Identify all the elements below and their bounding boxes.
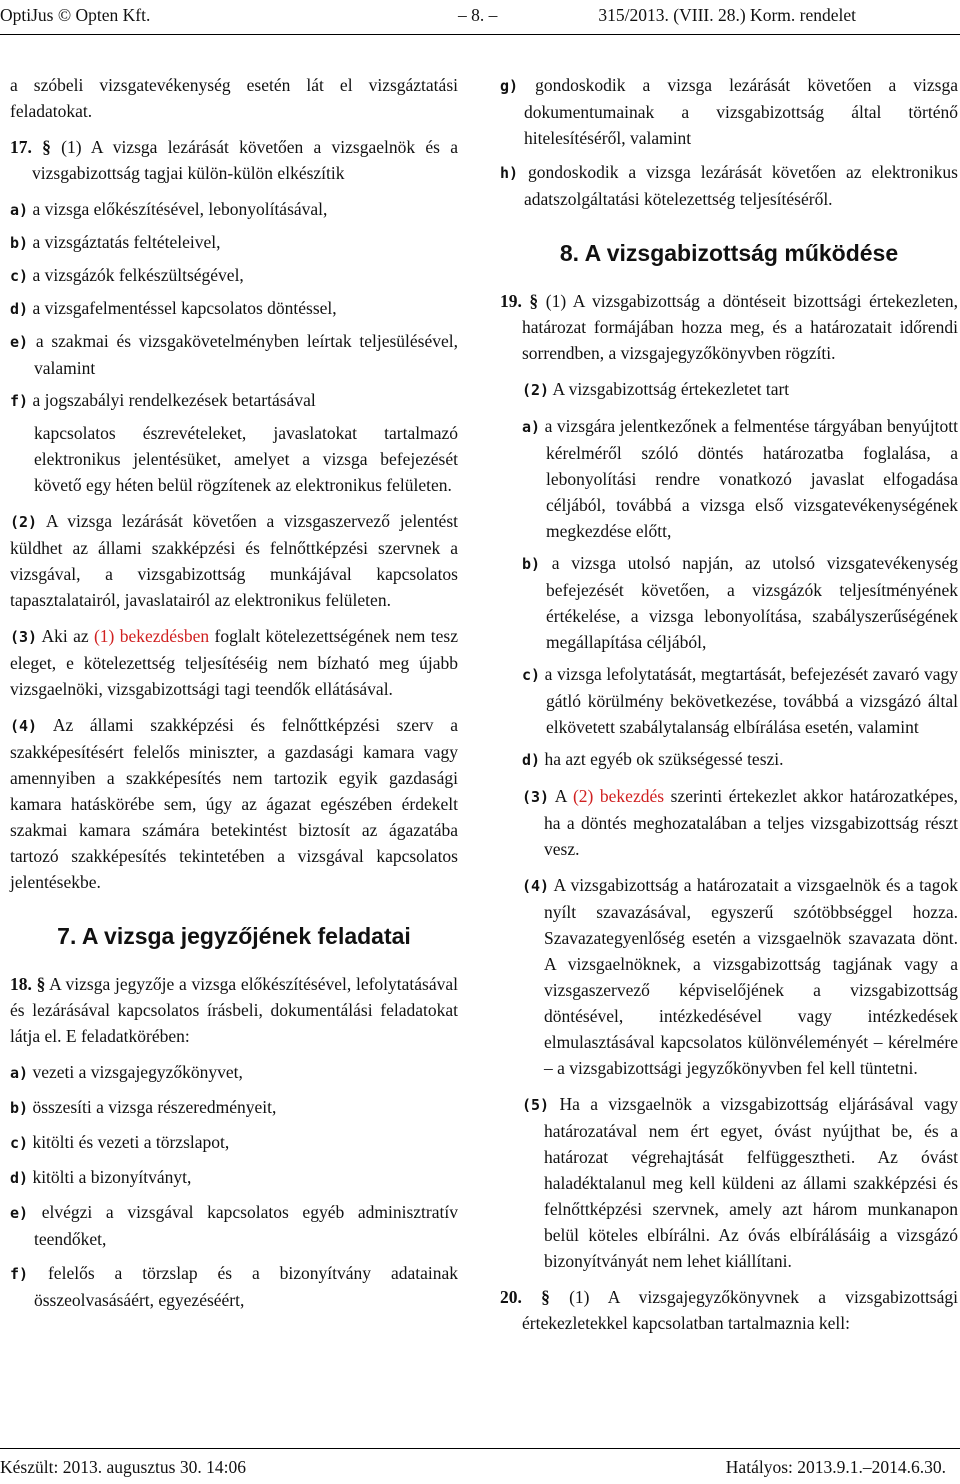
list-item: h) gondoskodik a vizsga lezárását követően az elektronikus adatszolgáltatási kötelezettség teljesítéséről. (500, 162, 958, 209)
document-title: 315/2013. (VIII. 28.) Korm. rendelet (598, 5, 856, 25)
list-item: d) ha azt egyéb ok szükségessé teszi. (522, 749, 784, 769)
section-17-para-2: (2) A vizsga lezárását követően a vizsgaszervező jelentést küldhet az állami szakképzési és felnőttképzési szervnek a vizsgával, a vizsgabizottság munkájával kapcsolatos tapasztalatairól, javaslatairól az elektronikus felületen. (10, 511, 458, 610)
page-footer (0, 1448, 960, 1484)
section-19-list (500, 413, 958, 773)
section-17-number: 17. § (10, 137, 51, 157)
list-item: c) a vizsgázók felkészültségével, (10, 265, 244, 285)
section-19-para-5: (5) Ha a vizsgaelnök a vizsgabizottság eljárásával vagy határozatával nem ért egyet, óvást nyújthat be, és a határozat végrehajtását felfüggesztheti. Az óvást haladéktalanul meg kell küldeni az állami szakképzési és felnőttképzési szervnek, amely azt három munkanapon belül köteles elbírálni. Az óvás elbírálásáig a vizsgázó bizonyítványát nem lehet kiállítani. (522, 1094, 959, 1271)
section-19-para-2: (2) A vizsgabizottság értekezletet tart (522, 379, 790, 399)
section-17-para-4: (4) Az állami szakképzési és felnőttképzési szerv a szakképesítésért felelős miniszter, a gazdasági kamara vagy amennyiben a szakképesítés nem tartozik egyik gazdasági kamara hatáskörébe sem, úgy az ágazat egészében érdekelt szakmai kamara számára betekintést biztosít az ágazatába tartozó szakképesítés tekintetében a vizsgával kapcsolatos jelentésekbe. (10, 715, 458, 892)
list-item: g) gondoskodik a vizsga lezárását követően a vizsga dokumentumainak a vizsgabizottság által történő hitelesítéséről, valamint (500, 75, 958, 148)
continued-paragraph: a szóbeli vizsgatevékenység esetén lát el vizsgáztatási feladatokat. (10, 75, 458, 121)
created-date: Készült: 2013. augusztus 30. 14:06 (0, 1457, 246, 1477)
publisher: OptiJus © Opten Kft. (0, 5, 151, 25)
section-17-para-3: (3) Aki az (1) bekezdésben foglalt kötelezettségének nem tesz eleget, e kötelezettség teljesítéséig nem bízható meg újabb vizsgaelnöki, vizsgabizottsági tagi teendők ellátásával. (10, 626, 458, 699)
list-item: c) kitölti és vezeti a törzslapot, (10, 1132, 230, 1152)
section-19-para-3: (3) A (2) bekezdés szerinti értekezlet akkor határozatképes, ha a döntés meghozatalában a teljes vizsgabizottság részt vesz. (522, 786, 959, 859)
list-item: a) a vizsga előkészítésével, lebonyolításával, (10, 199, 328, 219)
page-number: – 8. – (458, 5, 498, 25)
list-item: d) a vizsgafelmentéssel kapcsolatos döntéssel, (10, 298, 337, 318)
list-item: b) a vizsga utolsó napján, az utolsó vizsgatevékenység befejezését követően, a vizsgázók teljesítményének értékelése, a vizsga lebonyolítása, szabályszerűségének megállapítása céljából, (522, 553, 958, 652)
header-rule (0, 34, 960, 35)
section-19-para-4: (4) A vizsgabizottság a határozatait a vizsgaelnök és a tagok nyílt szavazásával, egyszerű szótöbbséggel hozza. Szavazategyenlőség esetén a vizsgaelnök szavazata dönt. A vizsgaelnöknek, a vizsgabizottság tagjának vagy a vizsgaszervező képviselőjének a vizsgabizottság döntésével, intézkedésével vagy intézkedések elmulasztásával kapcsolatos különvéleményét – kérelmére – a vizsgabizottsági jegyzőkönyvben fel kell tüntetni. (522, 875, 958, 1078)
list-item: e) elvégzi a vizsgával kapcsolatos egyéb adminisztratív teendőket, (10, 1202, 458, 1249)
list-item: a) a vizsgára jelentkezőnek a felmentése tárgyában benyújtott kérelméről szóló döntés határozatba foglalása, a lebonyolítási rendre vonatkozó javaslat elfogadása céljából, továbbá a vizsga első vizsgatevékenységének megkezdése előtt, (522, 416, 958, 541)
section-17-list (10, 196, 458, 414)
section-20-para-1: 20. § (1) A vizsgajegyzőkönyvnek a vizsgabizottsági értekezletekkel kapcsolatban tartalmaznia kell: (500, 1287, 959, 1333)
list-item: f) felelős a törzslap és a bizonyítvány adatainak összeolvasásáért, egyezéséért, (10, 1263, 459, 1310)
right-column (500, 72, 958, 1346)
list-item: e) a szakmai és vizsgakövetelményben leírtak teljesülésével, valamint (10, 331, 459, 378)
page-header (0, 0, 960, 26)
list-item: b) a vizsgáztatás feltételeivel, (10, 232, 221, 252)
reference-link[interactable]: (2) bekezdés (572, 786, 665, 806)
list-item: a) vezeti a vizsgajegyzőkönyvet, (10, 1062, 243, 1082)
effective-period: Hatályos: 2013.9.1.–2014.6.30. (725, 1457, 946, 1477)
list-item: c) a vizsga lefolytatását, megtartását, befejezését zavaró vagy gátló körülmény bekövetkezése, továbbá a vizsgázó által elkövetett szabálytalanság elbírálása esetén, valamint (522, 664, 959, 737)
chapter-8-heading: 8. A vizsgabizottság működése (559, 240, 899, 266)
section-17-tail: kapcsolatos észrevételeket, javaslatokat tartalmazó elektronikus jelentésüket, amelyet a vizsga befejezését követő egy héten belül rögzítenek az elektronikus felületen. (34, 423, 458, 495)
chapter-7-heading: 7. A vizsga jegyzőjének feladatai (57, 923, 411, 949)
list-item: b) összesíti a vizsga részeredményeit, (10, 1097, 277, 1117)
list-item: d) kitölti a bizonyítványt, (10, 1167, 192, 1187)
footer-rule (0, 1448, 960, 1449)
left-column (10, 72, 458, 1319)
section-19-para-1: 19. § (1) A vizsgabizottság a döntéseit bizottsági értekezleten, határozat formájában hozza meg, és a határozatait időrendi sorrendben, a vizsgajegyzőkönyvben rögzíti. (500, 291, 958, 363)
section-18-intro: 18. § A vizsga jegyzője a vizsga előkészítésével, lefolytatásával és lezárásával kapcsolatos írásbeli, dokumentálási feladatokat látja el. E feladatkörében: (10, 974, 458, 1046)
reference-link[interactable]: (1) bekezdésben (93, 626, 210, 646)
section-18-list-cont (500, 72, 958, 212)
list-item: f) a jogszabályi rendelkezések betartásával (10, 390, 316, 410)
section-18-list (10, 1059, 458, 1313)
section-17-intro: 17. § (1) A vizsga lezárását követően a vizsgaelnök és a vizsgabizottság tagjai külön-külön elkészítik (10, 137, 458, 183)
